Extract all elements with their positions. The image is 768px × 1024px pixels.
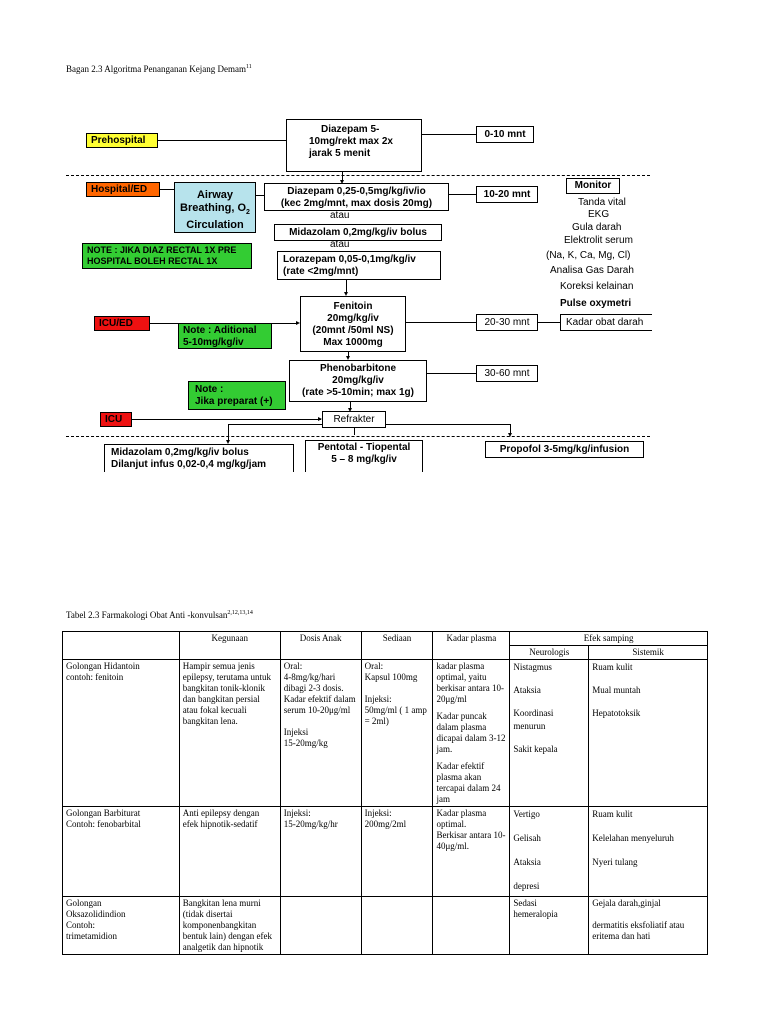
connector — [406, 322, 476, 323]
header-kadar-plasma: Kadar plasma — [433, 632, 510, 660]
connector — [132, 419, 321, 420]
header-efek-samping: Efek samping — [510, 632, 708, 646]
monitor-item: Elektrolit serum — [564, 235, 633, 246]
connector — [386, 424, 510, 425]
monitor-label: Monitor — [566, 178, 620, 194]
header-sistemik: Sistemik — [589, 646, 708, 660]
connector — [354, 428, 355, 435]
time-30-60-box: 30-60 mnt — [476, 365, 538, 382]
diazepam-rectal-box: Diazepam 5- 10mg/rekt max 2x jarak 5 menit — [286, 119, 422, 172]
cell-sediaan — [361, 897, 433, 955]
pharmacology-table — [62, 631, 708, 955]
monitor-item: Koreksi kelainan — [560, 281, 634, 292]
cell-dosis: Oral: 4-8mg/kg/hari dibagi 2-3 dosis. Kadar efektif dalam serum 10-20μg/ml Injeksi 15-20mg/kg — [280, 660, 361, 807]
connector — [449, 194, 476, 195]
time-10-20-box: 10-20 mnt — [476, 186, 538, 203]
propofol-box: Propofol 3-5mg/kg/infusion — [485, 441, 644, 458]
cell-sediaan: Injeksi: 200mg/2ml — [361, 807, 433, 897]
refrakter-box: Refrakter — [322, 411, 386, 428]
atau-label: atau — [330, 239, 350, 250]
cell-dosis — [280, 897, 361, 955]
airway-breathing-circulation-box: Airway Breathing, $O_2$ Circulation — [174, 182, 256, 233]
hospital-ed-label: Hospital/ED — [86, 182, 160, 197]
cell-sediaan: Oral: Kapsul 100mg Injeksi: 50mg/ml ( 1 amp = 2ml) — [361, 660, 433, 807]
monitor-item: Analisa Gas Darah — [550, 265, 634, 276]
connector — [422, 134, 476, 135]
cell-dosis: Injeksi: 15-20mg/kg/hr — [280, 807, 361, 897]
connector — [158, 140, 286, 141]
monitor-item: EKG — [588, 209, 610, 220]
phenobarbitone-box: Phenobarbitone 20mg/kg/iv (rate >5-10min; max 1g) — [289, 360, 427, 402]
connector — [228, 424, 322, 425]
cell-kegunaan: Anti epilepsy dengan efek hipnotik-sedatif — [179, 807, 280, 897]
table-caption: Tabel 2.3 Farmakologi Obat Anti -konvulsan$^{2,12,13,14}$ — [66, 610, 253, 620]
icu-divider — [66, 436, 650, 437]
cell-kadar-plasma: kadar plasma optimal, yaitu berkisar antara 10-20μg/ml Kadar puncak dalam plasma dicapai dalam 3-12 jam. Kadar efektif plasma akan tercapai dalam 24 jam — [433, 660, 510, 807]
midazolam-iv-box: Midazolam 0,2mg/kg/iv bolus — [274, 224, 442, 241]
pulse-oxymetri-label: Pulse oxymetri — [560, 298, 632, 309]
icu-ed-label: ICU/ED — [94, 316, 150, 331]
cell-kadar-plasma: Kadar plasma optimal. Berkisar antara 10-40μg/ml. — [433, 807, 510, 897]
prehospital-divider — [66, 175, 650, 176]
arrow-icon — [508, 433, 512, 437]
note-aditional-box: Note : Aditional 5-10mg/kg/iv — [178, 323, 272, 349]
cell-sistemik: Ruam kulit Kelelahan menyeluruh Nyeri tulang — [589, 807, 708, 897]
monitor-item: (Na, K, Ca, Mg, Cl) — [546, 250, 631, 261]
atau-label: atau — [330, 210, 350, 221]
header-blank — [63, 632, 180, 660]
cell-kegunaan: Hampir semua jenis epilepsy, terutama untuk bangkitan tonik-klonik dan bangkitan persial atau fokal kecuali bangkitan lena. — [179, 660, 280, 807]
table-row — [63, 660, 708, 807]
connector — [538, 322, 560, 323]
table-row — [63, 897, 708, 955]
note-preparat-box: Note : Jika preparat (+) — [188, 381, 286, 410]
table-header-row — [63, 632, 708, 646]
time-0-10-box: 0-10 mnt — [476, 126, 534, 143]
cell-neurologis: Sedasi hemeralopia — [510, 897, 589, 955]
monitor-item: Tanda vital — [578, 197, 626, 208]
cell-neurologis: Nistagmus Ataksia Koordinasi menurun Sakit kepala — [510, 660, 589, 807]
table-row — [63, 807, 708, 897]
fenitoin-box: Fenitoin 20mg/kg/iv (20mnt /50ml NS) Max 1000mg — [300, 296, 406, 352]
cell-sistemik: Gejala darah,ginjal dermatitis eksfoliatif atau eritema dan hati — [589, 897, 708, 955]
flowchart-caption: Bagan 2.3 Algoritma Penanganan Kejang Demam$^{11}$ — [66, 64, 252, 74]
cell-kegunaan: Bangkitan lena murni (tidak disertai komponenbangkitan bentuk lain) dengan efek analgetik dan hipnotik — [179, 897, 280, 955]
header-dosis-anak: Dosis Anak — [280, 632, 361, 660]
midazolam-infus-box: Midazolam 0,2mg/kg/iv bolus Dilanjut infus 0,02-0,4 mg/kg/jam — [104, 444, 294, 472]
header-sediaan: Sediaan — [361, 632, 433, 660]
note-rectal-box: NOTE : JIKA DIAZ RECTAL 1X PRE HOSPITAL BOLEH RECTAL 1X — [82, 243, 252, 269]
cell-golongan: Golongan Oksazolidindion Contoh: trimetamidion — [63, 897, 180, 955]
cell-neurologis: Vertigo Gelisah Ataksia depresi — [510, 807, 589, 897]
header-neurologis: Neurologis — [510, 646, 589, 660]
time-20-30-box: 20-30 mnt — [476, 314, 538, 331]
cell-sistemik: Ruam kulit Mual muntah Hepatotoksik — [589, 660, 708, 807]
monitor-item: Gula darah — [572, 222, 622, 233]
lorazepam-box: Lorazepam 0,05-0,1mg/kg/iv (rate <2mg/mnt) — [277, 251, 441, 280]
cell-golongan: Golongan Barbiturat Contoh: fenobarbital — [63, 807, 180, 897]
diazepam-iv-box: Diazepam 0,25-0,5mg/kg/iv/io (kec 2mg/mnt, max dosis 20mg) — [264, 183, 449, 211]
prehospital-label: Prehospital — [86, 133, 158, 148]
connector — [427, 373, 476, 374]
arrow-icon — [296, 321, 300, 325]
pentotal-box: Pentotal - Tiopental 5 – 8 mg/kg/iv — [305, 440, 423, 472]
header-kegunaan: Kegunaan — [179, 632, 280, 660]
connector — [256, 195, 264, 196]
cell-golongan: Golongan Hidantoin contoh: fenitoin — [63, 660, 180, 807]
cell-kadar-plasma — [433, 897, 510, 955]
kadar-obat-darah-box: Kadar obat darah — [560, 314, 652, 331]
connector — [228, 424, 229, 441]
connector — [160, 189, 174, 190]
icu-label: ICU — [100, 412, 132, 427]
